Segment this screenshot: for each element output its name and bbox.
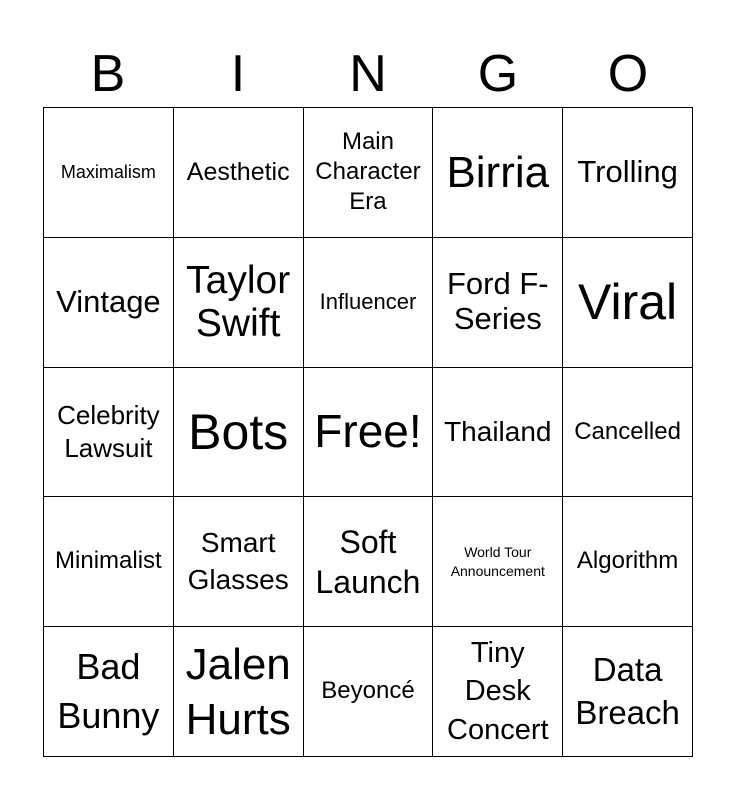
cell-label: World Tour Announcement: [450, 543, 545, 579]
bingo-cell[interactable]: [433, 627, 563, 757]
cell-label: Minimalist: [55, 547, 162, 575]
bingo-cell[interactable]: [563, 368, 693, 498]
bingo-board: [43, 107, 693, 757]
bingo-cell[interactable]: [563, 627, 693, 757]
cell-label: Soft Launch: [315, 523, 421, 600]
cell-label: Data Breach: [575, 650, 680, 731]
header-letter-n: N: [349, 45, 387, 103]
cell-label: Smart Glasses: [187, 527, 289, 595]
bingo-cell[interactable]: [174, 497, 304, 627]
cell-label: Thailand: [444, 416, 552, 448]
bingo-cell[interactable]: [433, 497, 563, 627]
bingo-cell[interactable]: [563, 238, 693, 368]
cell-label: Vintage: [56, 283, 161, 319]
bingo-header: [43, 40, 693, 108]
cell-label: Viral: [578, 274, 678, 331]
header-letter-b: B: [90, 45, 126, 103]
cell-label: Main Character Era: [315, 128, 421, 216]
cell-label: Beyoncé: [321, 677, 415, 705]
bingo-cell[interactable]: [174, 627, 304, 757]
cell-label: Celebrity Lawsuit: [57, 399, 160, 463]
cell-label: Cancelled: [574, 417, 681, 445]
cell-label: Jalen Hurts: [185, 639, 291, 744]
bingo-cell[interactable]: [44, 368, 174, 498]
cell-label: Taylor Swift: [186, 258, 291, 346]
cell-label: Algorithm: [576, 547, 679, 575]
bingo-cell[interactable]: [304, 108, 434, 238]
bingo-cell[interactable]: [433, 238, 563, 368]
bingo-cell[interactable]: [44, 108, 174, 238]
bingo-cell[interactable]: [304, 627, 434, 757]
cell-label: Maximalism: [60, 162, 156, 183]
header-letter-g: G: [477, 45, 519, 103]
bingo-cell[interactable]: [44, 238, 174, 368]
bingo-cell[interactable]: [563, 497, 693, 627]
cell-label: Birria: [446, 147, 550, 197]
bingo-cell[interactable]: [44, 497, 174, 627]
header-letter-i: I: [230, 45, 246, 103]
cell-label: Ford F-Series: [446, 266, 549, 337]
cell-label: Trolling: [577, 154, 678, 190]
cell-label: Tiny Desk Concert: [447, 637, 549, 746]
bingo-cell[interactable]: [174, 368, 304, 498]
header-letter-o: O: [607, 45, 649, 103]
bingo-cell[interactable]: [174, 238, 304, 368]
cell-label: Bad Bunny: [57, 646, 160, 736]
cell-label: Bots: [188, 403, 289, 460]
cell-label: Aesthetic: [186, 158, 290, 187]
bingo-cell[interactable]: [563, 108, 693, 238]
bingo-cell-free[interactable]: [304, 368, 434, 498]
bingo-cell[interactable]: [304, 238, 434, 368]
cell-label: Influencer: [319, 288, 417, 314]
bingo-cell[interactable]: [174, 108, 304, 238]
cell-label: Free!: [314, 405, 422, 458]
bingo-cell[interactable]: [44, 627, 174, 757]
bingo-cell[interactable]: [304, 497, 434, 627]
bingo-cell[interactable]: [433, 108, 563, 238]
bingo-cell[interactable]: [433, 368, 563, 498]
